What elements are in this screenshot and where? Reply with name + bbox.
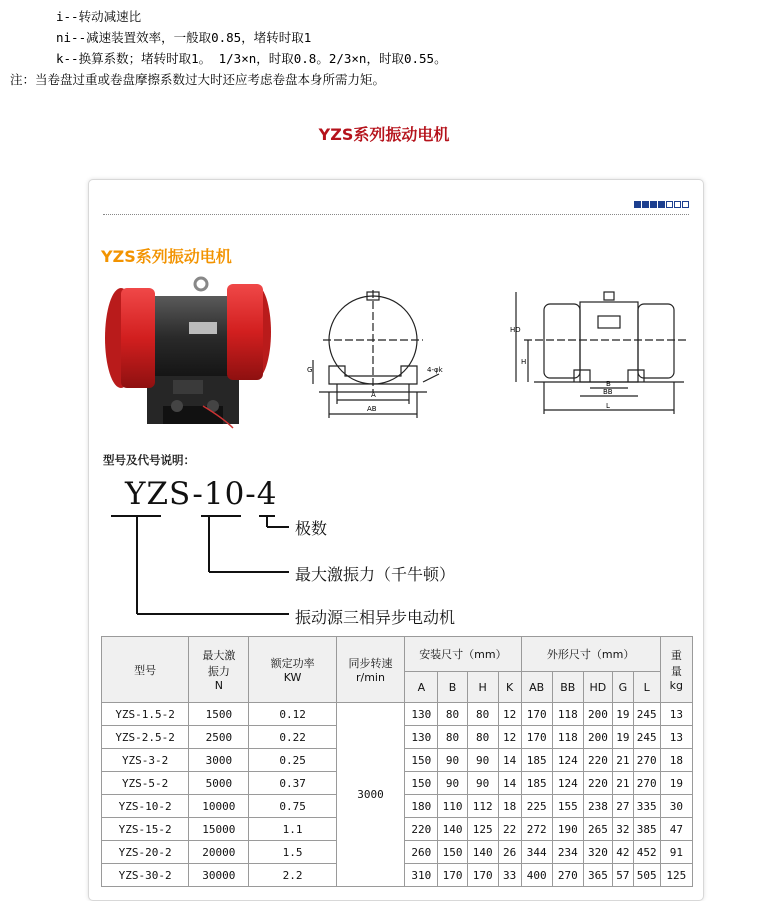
sub-header-cell: G — [612, 672, 633, 703]
cell-kg: 125 — [660, 864, 692, 887]
cell-model: YZS-3-2 — [102, 749, 189, 772]
note-line-i: i--转动减速比 — [56, 9, 142, 24]
cell-kg: 91 — [660, 841, 692, 864]
note-line-ni: ni--减速装置效率，一般取0.85，堵转时取1 — [56, 30, 312, 45]
cell-model: YZS-1.5-2 — [102, 703, 189, 726]
cell-b: 80 — [438, 726, 467, 749]
page-title: YZS系列振动电机 — [318, 125, 450, 144]
dim-l-label: L — [606, 402, 610, 410]
cell-g: 42 — [612, 841, 633, 864]
cell-hd: 220 — [583, 749, 612, 772]
cell-model: YZS-15-2 — [102, 818, 189, 841]
note-line-k: k--换算系数；堵转时取1。 1/3×n，时取0.8。2/3×n，时取0.55。 — [56, 51, 447, 66]
cell-h: 80 — [467, 703, 498, 726]
cell-a: 180 — [405, 795, 438, 818]
product-card — [88, 179, 704, 901]
cell-k: 14 — [498, 772, 521, 795]
cell-kg: 13 — [660, 703, 692, 726]
dotted-divider — [103, 214, 689, 215]
cell-h: 125 — [467, 818, 498, 841]
sub-header-cell: L — [633, 672, 660, 703]
cell-l: 270 — [633, 749, 660, 772]
header-speed: 同步转速 r/min — [336, 637, 405, 703]
cell-a: 130 — [405, 726, 438, 749]
header-force: 最大激 振力 N — [189, 637, 249, 703]
cell-bb: 234 — [552, 841, 583, 864]
cell-hd: 220 — [583, 772, 612, 795]
cell-speed: 3000 — [336, 703, 405, 887]
cell-k: 33 — [498, 864, 521, 887]
cell-hd: 365 — [583, 864, 612, 887]
header-model: 型号 — [102, 637, 189, 703]
cell-model: YZS-2.5-2 — [102, 726, 189, 749]
cell-hd: 265 — [583, 818, 612, 841]
cell-a: 150 — [405, 749, 438, 772]
legend-source: 振动源三相异步电动机 — [295, 608, 456, 627]
cell-b: 110 — [438, 795, 467, 818]
cell-b: 90 — [438, 772, 467, 795]
cell-g: 19 — [612, 726, 633, 749]
cell-k: 14 — [498, 749, 521, 772]
model-explanation-label: 型号及代号说明： — [103, 453, 195, 467]
section-title: YZS系列振动电机 — [101, 247, 232, 266]
cell-force: 1500 — [189, 703, 249, 726]
legend-poles: 极数 — [295, 519, 328, 538]
dim-k-label: 4-φk — [427, 366, 443, 374]
sub-header-cell: HD — [583, 672, 612, 703]
cell-bb: 270 — [552, 864, 583, 887]
cell-ab: 272 — [521, 818, 552, 841]
cell-bb: 124 — [552, 749, 583, 772]
cell-h: 112 — [467, 795, 498, 818]
cell-a: 220 — [405, 818, 438, 841]
header-power: 额定功率 KW — [249, 637, 336, 703]
dim-hd-label: HD — [510, 326, 521, 334]
cell-power: 1.1 — [249, 818, 336, 841]
cell-hd: 200 — [583, 726, 612, 749]
cell-kg: 18 — [660, 749, 692, 772]
dim-a-label: A — [371, 391, 376, 399]
cell-g: 27 — [612, 795, 633, 818]
cell-force: 20000 — [189, 841, 249, 864]
cell-force: 30000 — [189, 864, 249, 887]
cell-bb: 190 — [552, 818, 583, 841]
cell-kg: 13 — [660, 726, 692, 749]
side-view-drawing — [510, 292, 694, 432]
cell-bb: 118 — [552, 726, 583, 749]
cell-ab: 185 — [521, 749, 552, 772]
spec-table — [101, 636, 693, 887]
cell-k: 12 — [498, 726, 521, 749]
cell-ab: 170 — [521, 726, 552, 749]
cell-a: 150 — [405, 772, 438, 795]
cell-k: 22 — [498, 818, 521, 841]
page-dots-icon[interactable] — [634, 201, 689, 208]
cell-model: YZS-20-2 — [102, 841, 189, 864]
sub-header-cell: A — [405, 672, 438, 703]
cell-g: 32 — [612, 818, 633, 841]
cell-b: 170 — [438, 864, 467, 887]
table-row — [102, 703, 693, 726]
sub-header-cell: H — [467, 672, 498, 703]
cell-kg: 30 — [660, 795, 692, 818]
note-remark: 注：当卷盘过重或卷盘摩擦系数过大时还应考虑卷盘本身所需力矩。 — [10, 72, 386, 87]
cell-k: 26 — [498, 841, 521, 864]
cell-b: 80 — [438, 703, 467, 726]
cell-g: 21 — [612, 772, 633, 795]
cell-force: 15000 — [189, 818, 249, 841]
cell-ab: 185 — [521, 772, 552, 795]
cell-a: 130 — [405, 703, 438, 726]
cell-power: 0.22 — [249, 726, 336, 749]
cell-a: 260 — [405, 841, 438, 864]
cell-force: 3000 — [189, 749, 249, 772]
cell-power: 1.5 — [249, 841, 336, 864]
cell-power: 0.37 — [249, 772, 336, 795]
cell-ab: 400 — [521, 864, 552, 887]
cell-l: 452 — [633, 841, 660, 864]
cell-model: YZS-30-2 — [102, 864, 189, 887]
cell-model: YZS-10-2 — [102, 795, 189, 818]
cell-kg: 47 — [660, 818, 692, 841]
cell-power: 0.75 — [249, 795, 336, 818]
cell-ab: 344 — [521, 841, 552, 864]
cell-kg: 19 — [660, 772, 692, 795]
cell-force: 2500 — [189, 726, 249, 749]
cell-b: 140 — [438, 818, 467, 841]
cell-k: 12 — [498, 703, 521, 726]
cell-bb: 155 — [552, 795, 583, 818]
cell-force: 10000 — [189, 795, 249, 818]
cell-g: 57 — [612, 864, 633, 887]
cell-force: 5000 — [189, 772, 249, 795]
dim-ab-label: AB — [367, 405, 377, 413]
cell-g: 19 — [612, 703, 633, 726]
cell-hd: 238 — [583, 795, 612, 818]
cell-hd: 320 — [583, 841, 612, 864]
cell-a: 310 — [405, 864, 438, 887]
cell-l: 245 — [633, 703, 660, 726]
cell-power: 0.25 — [249, 749, 336, 772]
header-outline: 外形尺寸（mm） — [521, 637, 660, 672]
cell-ab: 225 — [521, 795, 552, 818]
model-code: YZS-10-4 — [125, 476, 278, 512]
front-view-drawing — [307, 292, 495, 432]
cell-b: 150 — [438, 841, 467, 864]
header-weight: 重 量 kg — [660, 637, 692, 703]
cell-h: 80 — [467, 726, 498, 749]
cell-b: 90 — [438, 749, 467, 772]
legend-force: 最大激振力（千牛顿） — [295, 565, 456, 584]
cell-l: 505 — [633, 864, 660, 887]
motor-photo — [103, 278, 275, 438]
sub-header-cell: AB — [521, 672, 552, 703]
cell-ab: 170 — [521, 703, 552, 726]
cell-bb: 124 — [552, 772, 583, 795]
cell-k: 18 — [498, 795, 521, 818]
cell-l: 245 — [633, 726, 660, 749]
sub-header-cell: B — [438, 672, 467, 703]
cell-h: 140 — [467, 841, 498, 864]
cell-h: 90 — [467, 772, 498, 795]
cell-model: YZS-5-2 — [102, 772, 189, 795]
cell-power: 0.12 — [249, 703, 336, 726]
header-install: 安装尺寸（mm） — [405, 637, 521, 672]
dim-b-label: B — [606, 380, 611, 388]
dim-h-label: H — [521, 358, 527, 366]
cell-h: 90 — [467, 749, 498, 772]
cell-l: 270 — [633, 772, 660, 795]
formula-notes — [10, 6, 447, 90]
cell-hd: 200 — [583, 703, 612, 726]
cell-l: 335 — [633, 795, 660, 818]
cell-g: 21 — [612, 749, 633, 772]
cell-power: 2.2 — [249, 864, 336, 887]
sub-header-cell: BB — [552, 672, 583, 703]
cell-l: 385 — [633, 818, 660, 841]
dim-bb-label: BB — [603, 388, 613, 396]
dim-g-label: G — [307, 366, 313, 374]
cell-h: 170 — [467, 864, 498, 887]
sub-header-cell: K — [498, 672, 521, 703]
cell-bb: 118 — [552, 703, 583, 726]
